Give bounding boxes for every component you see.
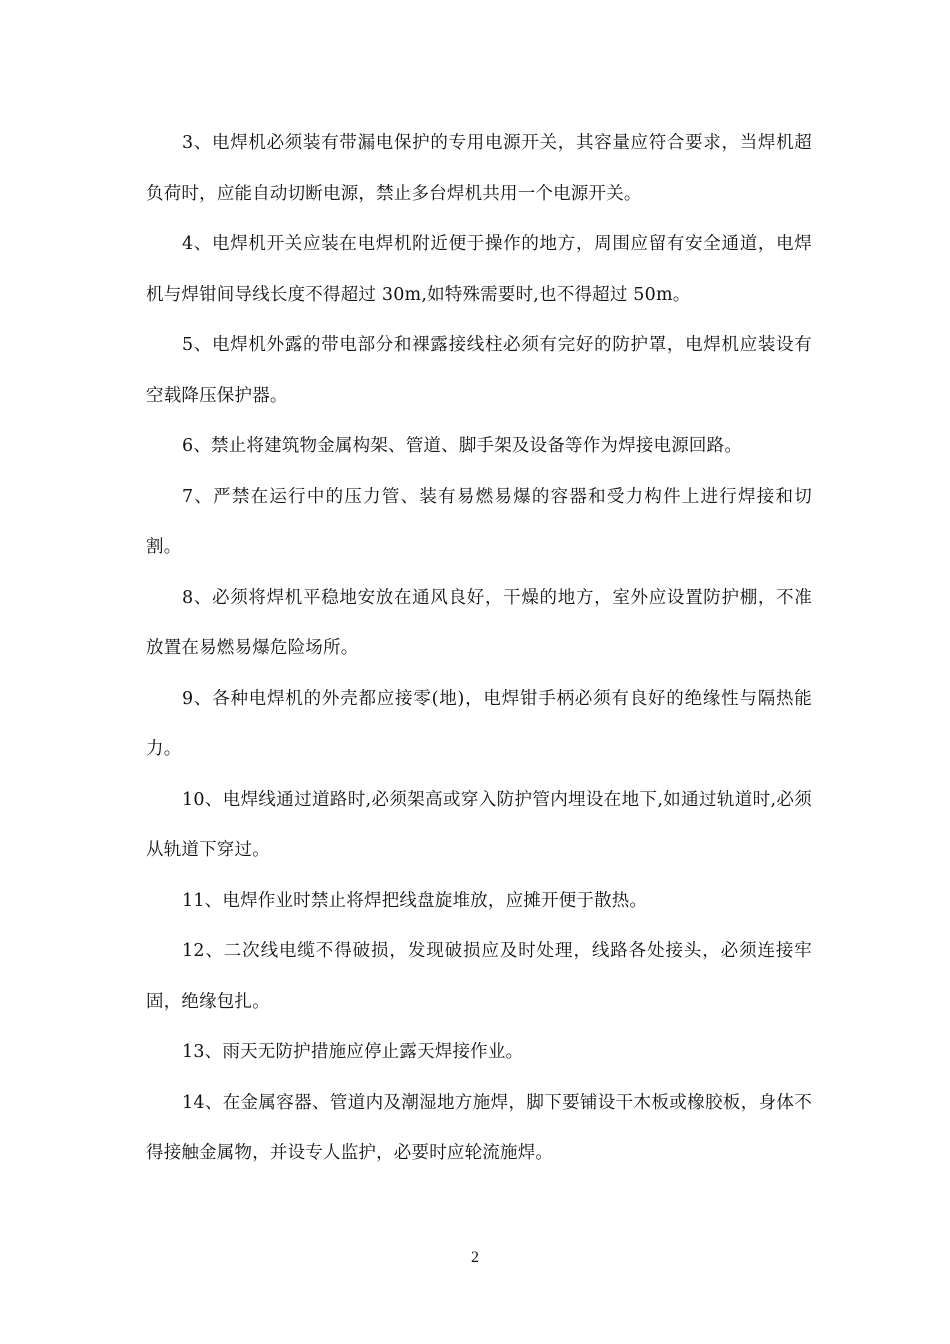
paragraph-item-14: 14、在金属容器、管道内及潮湿地方施焊，脚下要铺设干木板或橡胶板，身体不得接触金属物，并设专人监护，必要时应轮流施焊。 [146,1092,812,1163]
paragraph-item-10: 10、电焊线通过道路时,必须架高或穿入防护管内埋设在地下,如通过轨道时,必须从轨道下穿过。 [146,789,812,860]
paragraph-item-4: 4、电焊机开关应装在电焊机附近便于操作的地方，周围应留有安全通道，电焊机与焊钳间导线长度不得超过 30m,如特殊需要时,也不得超过 50m。 [146,234,812,305]
paragraph-item-3: 3、电焊机必须装有带漏电保护的专用电源开关，其容量应符合要求，当焊机超负荷时，应能自动切断电源，禁止多台焊机共用一个电源开关。 [146,133,812,204]
paragraph-item-6: 6、禁止将建筑物金属构架、管道、脚手架及设备等作为焊接电源回路。 [182,436,743,456]
paragraph-item-12: 12、二次线电缆不得破损，发现破损应及时处理，线路各处接头，必须连接牢固，绝缘包扎。 [146,941,812,1012]
paragraph-item-5: 5、电焊机外露的带电部分和裸露接线柱必须有完好的防护罩，电焊机应装设有空载降压保护器。 [146,335,812,406]
paragraph-item-11: 11、电焊作业时禁止将焊把线盘旋堆放，应摊开便于散热。 [182,890,648,911]
paragraph-item-8: 8、必须将焊机平稳地安放在通风良好，干燥的地方，室外应设置防护棚，不准放置在易燃易爆危险场所。 [146,587,812,658]
paragraph-item-13: 13、雨天无防护措施应停止露天焊接作业。 [182,1042,524,1062]
page-number: 2 [471,1249,479,1266]
paragraph-item-7: 7、严禁在运行中的压力管、装有易燃易爆的容器和受力构件上进行焊接和切割。 [146,486,812,557]
document-body [146,118,812,1179]
paragraph-item-9: 9、各种电焊机的外壳都应接零(地)，电焊钳手柄必须有良好的绝缘性与隔热能力。 [146,688,812,759]
